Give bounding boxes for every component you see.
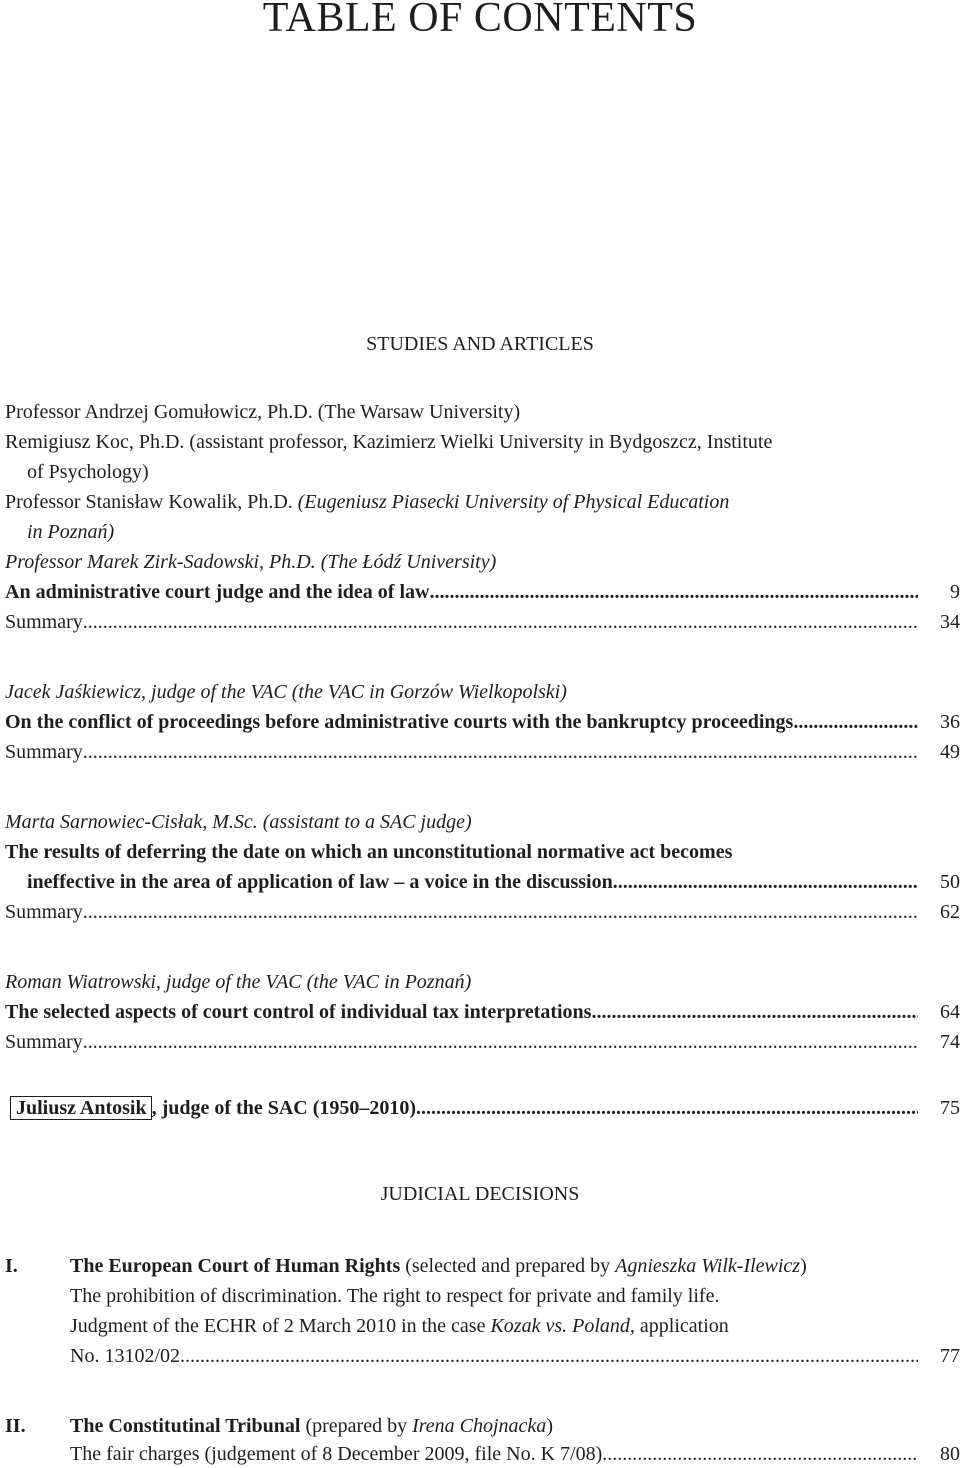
leader-dots: [591, 999, 918, 1025]
decision2-court: The Constitutinal Tribunal: [70, 1415, 301, 1437]
entry1-author2a: Remigiusz Koc, Ph.D. (assistant professor, Kazimierz Wielki University in Bydgoszcz, Institute: [5, 431, 773, 453]
entry2-summary: Summary: [5, 741, 83, 763]
leader-dots: [416, 1095, 918, 1121]
leader-dots: [602, 1441, 918, 1467]
decision2-line2: The fair charges (judgement of 8 December 2009, file No. K 7/08): [70, 1443, 603, 1465]
entry1-author3a-plain: Professor Stanisław Kowalik, Ph.D.: [5, 491, 298, 513]
entry3-title-a: The results of deferring the date on which an unconstitutional normative act becomes: [5, 841, 733, 863]
entry1-author3a: [5, 489, 729, 515]
decision1-line3-b: , application: [629, 1315, 729, 1337]
decision2-page: 80: [940, 1443, 960, 1465]
entry4-author: Roman Wiatrowski, judge of the VAC (the VAC in Poznań): [5, 971, 472, 993]
entry5-text: [5, 1095, 416, 1121]
entry5-name-box: Juliusz Antosik: [10, 1096, 152, 1120]
decision1-line4: No. 13102/02: [70, 1345, 180, 1367]
decision1-number: I.: [5, 1255, 18, 1277]
decision2-prep-plain: (prepared by: [300, 1415, 413, 1437]
leader-dots: [793, 709, 918, 735]
leader-dots: [83, 899, 918, 925]
entry2-summary-row[interactable]: [5, 739, 960, 765]
leader-dots: [83, 739, 918, 765]
decision1-court: The European Court of Human Rights: [70, 1255, 401, 1277]
entry1-summary: Summary: [5, 611, 83, 633]
entry3-summary-page: 62: [940, 901, 960, 923]
decision1-line3-a: Judgment of the ECHR of 2 March 2010 in the case: [70, 1315, 491, 1337]
entry2-title: On the conflict of proceedings before administrative courts with the bankruptcy proceedings: [5, 711, 794, 733]
entry3-summary: Summary: [5, 901, 83, 923]
entry4-title-row[interactable]: [5, 999, 960, 1025]
decision1-prep-name: Agnieszka Wilk-Ilewicz: [615, 1255, 801, 1277]
decision2-prep-close: ): [546, 1415, 553, 1437]
entry3-summary-row[interactable]: [5, 899, 960, 925]
entry4-summary-page: 74: [940, 1031, 960, 1053]
section-heading-judicial: JUDICIAL DECISIONS: [380, 1183, 580, 1205]
entry3-title-b: ineffective in the area of application of law – a voice in the discussion: [27, 871, 613, 893]
decision1-heading: [70, 1253, 807, 1279]
decision2-number: II.: [5, 1415, 26, 1437]
entry4-title-page: 64: [940, 1001, 960, 1023]
leader-dots: [180, 1343, 918, 1369]
entry5-rest: , judge of the SAC (1950–2010): [151, 1097, 417, 1119]
entry1-author4: Professor Marek Zirk-Sadowski, Ph.D. (The Łódź University): [5, 551, 497, 573]
decision1-page: 77: [940, 1345, 960, 1367]
entry1-summary-page: 34: [940, 611, 960, 633]
leader-dots: [83, 1029, 918, 1055]
decision2-heading: [70, 1413, 553, 1439]
decision1-prep-close: ): [800, 1255, 807, 1277]
entry1-author3b: in Poznań): [27, 521, 115, 543]
leader-dots: [429, 579, 918, 605]
entry2-author: Jacek Jaśkiewicz, judge of the VAC (the VAC in Gorzów Wielkopolski): [5, 681, 567, 703]
entry1-title: An administrative court judge and the idea of law: [5, 581, 430, 603]
entry4-summary: Summary: [5, 1031, 83, 1053]
section-heading-studies: STUDIES AND ARTICLES: [366, 333, 594, 355]
page-title: TABLE OF CONTENTS: [262, 0, 698, 41]
entry1-summary-row[interactable]: [5, 609, 960, 635]
entry4-title: The selected aspects of court control of individual tax interpretations: [5, 1001, 592, 1023]
leader-dots: [613, 869, 918, 895]
entry5-row[interactable]: [5, 1095, 960, 1121]
decision1-case: Kozak vs. Poland: [490, 1315, 630, 1337]
entry1-title-page: 9: [950, 581, 960, 603]
entry1-author1: Professor Andrzej Gomułowicz, Ph.D. (The Warsaw University): [5, 401, 521, 423]
entry4-summary-row[interactable]: [5, 1029, 960, 1055]
decision2-prep-name: Irena Chojnacka: [412, 1415, 547, 1437]
entry1-author3a-italic: (Eugeniusz Piasecki University of Physical Education: [297, 491, 730, 513]
decision1-prep-plain: (selected and prepared by: [400, 1255, 616, 1277]
entry3-author: Marta Sarnowiec-Cisłak, M.Sc. (assistant to a SAC judge): [5, 811, 472, 833]
leader-dots: [83, 609, 918, 635]
entry3-title-row[interactable]: [27, 869, 960, 895]
decision1-row[interactable]: [70, 1343, 960, 1369]
entry2-summary-page: 49: [940, 741, 960, 763]
decision1-line2: The prohibition of discrimination. The right to respect for private and family life.: [70, 1285, 720, 1307]
entry1-author2b: of Psychology): [27, 461, 149, 483]
entry5-page: 75: [940, 1097, 960, 1119]
decision2-row[interactable]: [70, 1441, 960, 1467]
entry1-title-row[interactable]: [5, 579, 960, 605]
entry2-title-row[interactable]: [5, 709, 960, 735]
decision1-line3: [70, 1313, 729, 1339]
entry2-title-page: 36: [940, 711, 960, 733]
entry3-title-page: 50: [940, 871, 960, 893]
